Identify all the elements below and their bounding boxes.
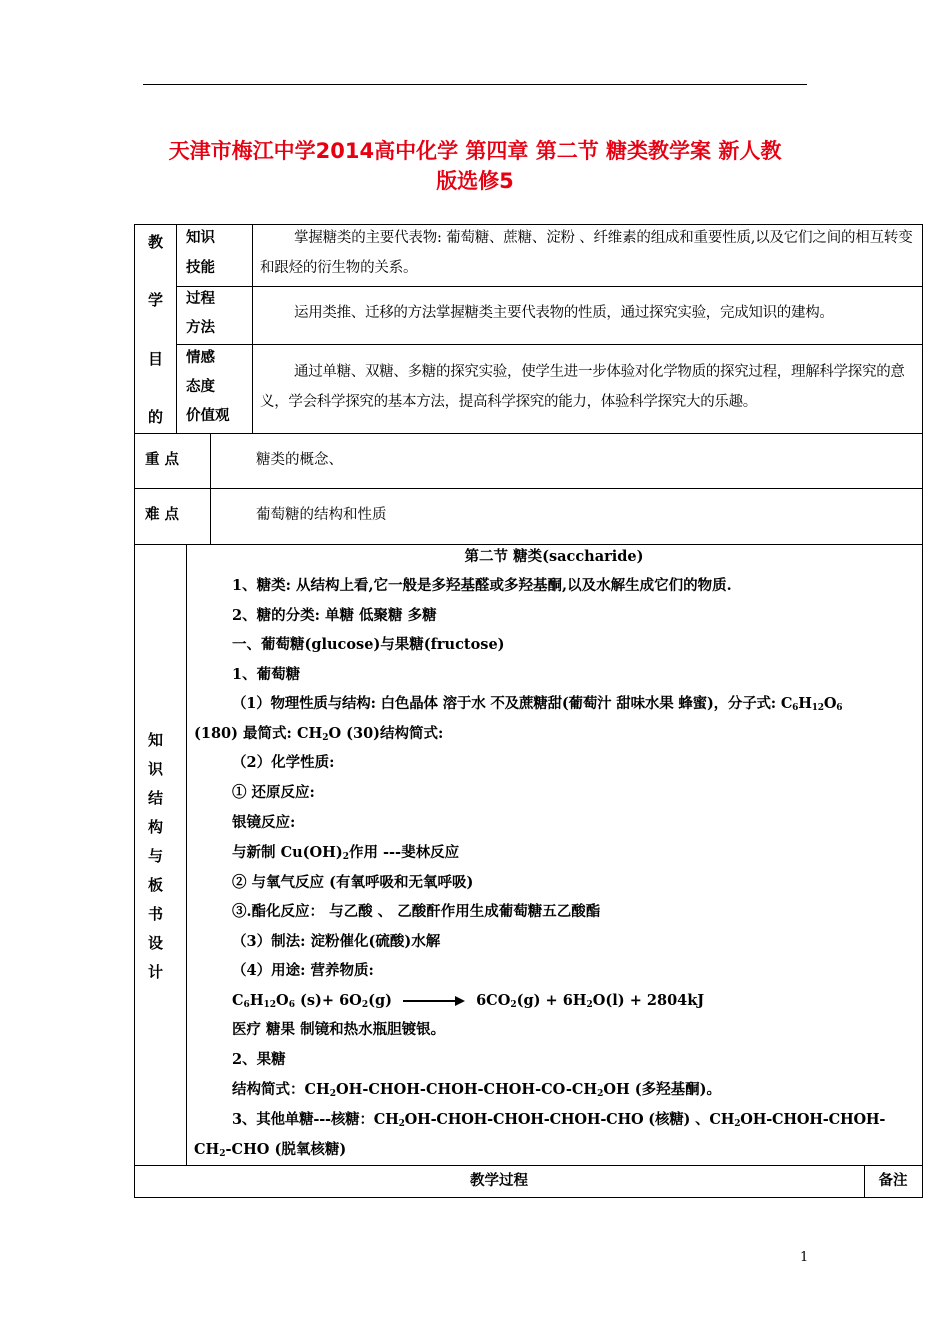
content-text: 3、其他单糖---核糖： — [232, 1111, 374, 1128]
content-line: （3）制法: 淀粉催化(硫酸)水解 — [232, 933, 441, 950]
formula: $CH_2OH-CHOH-CHOH-$ — [709, 1111, 886, 1129]
objective-knowledge-text: 掌握糖类的主要代表物: 葡萄糖、蔗糖、淀粉 、纤维素的组成和重要性质,以及它们之间的相互转变和跟烃的衍生物的关系。 — [260, 230, 913, 276]
title-line-1: 天津市梅江中学2014高中化学 第四章 第二节 糖类教学案 新人教 — [168, 139, 782, 163]
reaction-arrow-icon — [403, 995, 465, 1007]
formula: $C_6H_{12}O_6$ — [780, 695, 843, 713]
objective-label: 过程 — [186, 290, 215, 307]
objectives-header-char: 的 — [148, 408, 164, 426]
objective-label: 情感 — [186, 349, 215, 366]
content-line: （2）化学性质: — [232, 754, 335, 771]
content-line: 医疗 糖果 制镜和热水瓶胆镀银。 — [232, 1021, 446, 1038]
content-line: ② 与氧气反应 (有氧呼吸和无氧呼吸) — [232, 874, 474, 891]
content-line: 1、葡萄糖 — [232, 666, 301, 683]
formula: $C_6H_{12}O_6$ $(s)+ 6O_2(g)$ — [232, 992, 392, 1010]
key-point-label: 重 点 — [145, 451, 180, 468]
content-line: （4）用途: 营养物质: — [232, 962, 374, 979]
knowledge-header-char: 识 — [148, 760, 164, 778]
objective-label: 价值观 — [186, 407, 230, 424]
objectives-header-char: 教 — [148, 233, 164, 251]
content-line — [232, 838, 459, 868]
document-title — [130, 136, 820, 196]
content-text: (180) 最简式: — [194, 725, 297, 742]
knowledge-header-char: 知 — [148, 731, 164, 749]
formula: $6CO_2(g) + 6H_2O(l) + 2804kJ$ — [476, 992, 705, 1010]
content-line — [194, 719, 443, 749]
content-line — [194, 1135, 346, 1165]
content-text: (核糖) 、 — [643, 1111, 710, 1128]
content-text: （1）物理性质与结构: 白色晶体 溶于水 不及蔗糖甜(葡萄汁 甜味水果 蜂蜜)，分子式: — [232, 695, 781, 712]
process-header: 教学过程 — [470, 1172, 528, 1189]
content-line: 银镜反应: — [232, 814, 296, 831]
knowledge-header-char: 设 — [148, 934, 164, 952]
content-text: (30)结构简式: — [341, 725, 444, 742]
reaction-equation — [232, 986, 704, 1016]
key-point-text: 糖类的概念、 — [256, 452, 343, 468]
content-text: 结构简式： — [232, 1081, 305, 1098]
formula: $CH_2OH-CHOH-CHOH-CHOH$-CHO — [373, 1111, 644, 1129]
knowledge-header-char: 板 — [148, 876, 164, 894]
formula: $CH_2OH-CHOH-CHOH-CHOH-CO-CH_2OH$ — [304, 1081, 630, 1099]
content-text: 作用 ---斐林反应 — [348, 844, 460, 861]
objective-attitude-text: 通过单糖、双糖、多糖的探究实验，使学生进一步体验对化学物质的探究过程，理解科学探究的意义，学会科学探究的基本方法，提高科学探究的能力，体验科学探究大的乐趣。 — [260, 364, 905, 410]
objective-process-text: 运用类推、迁移的方法掌握糖类主要代表物的性质，通过探究实验，完成知识的建构。 — [294, 305, 834, 321]
objective-label: 态度 — [186, 378, 215, 395]
objectives-header-char: 学 — [148, 291, 164, 309]
page-number: 1 — [800, 1250, 809, 1265]
knowledge-header-char: 与 — [148, 847, 164, 865]
content-line — [232, 689, 842, 719]
knowledge-header-char: 结 — [148, 789, 164, 807]
header-rule — [143, 84, 807, 85]
notes-header: 备注 — [878, 1172, 908, 1189]
objective-label: 方法 — [186, 319, 215, 336]
section-title: 第二节 糖类(saccharide) — [464, 548, 644, 565]
content-text: (脱氧核糖) — [269, 1141, 347, 1158]
objective-label: 知识 — [186, 229, 215, 246]
content-line: 2、果糖 — [232, 1051, 286, 1068]
knowledge-header-char: 计 — [148, 963, 164, 981]
content-line: 2、糖的分类: 单糖 低聚糖 多糖 — [232, 607, 437, 624]
formula: $Cu(OH)_2$ — [280, 844, 349, 862]
objectives-header-char: 目 — [148, 350, 164, 368]
formula: $CH_2$-CHO — [194, 1141, 270, 1159]
content-text: 与新制 — [232, 844, 281, 861]
content-line — [232, 1075, 721, 1105]
knowledge-header-char: 书 — [148, 905, 164, 923]
content-line: 一、葡萄糖(glucose)与果糖(fructose) — [232, 636, 505, 653]
content-line: 1、糖类: 从结构上看,它一般是多羟基醛或多羟基酮,以及水解生成它们的物质. — [232, 577, 732, 594]
title-line-2: 版选修5 — [436, 169, 514, 193]
formula: $CH_2O$ — [296, 725, 342, 743]
difficulty-label: 难 点 — [145, 506, 180, 523]
content-text: (多羟基酮)。 — [629, 1081, 721, 1098]
content-line: ③.酯化反应： 与乙酸 、 乙酸酐作用生成葡萄糖五乙酸酯 — [232, 903, 601, 920]
difficulty-text: 葡萄糖的结构和性质 — [256, 507, 387, 523]
content-line: ① 还原反应: — [232, 784, 315, 801]
content-line — [232, 1105, 885, 1135]
objective-label: 技能 — [186, 259, 215, 276]
knowledge-header-char: 构 — [148, 818, 164, 836]
